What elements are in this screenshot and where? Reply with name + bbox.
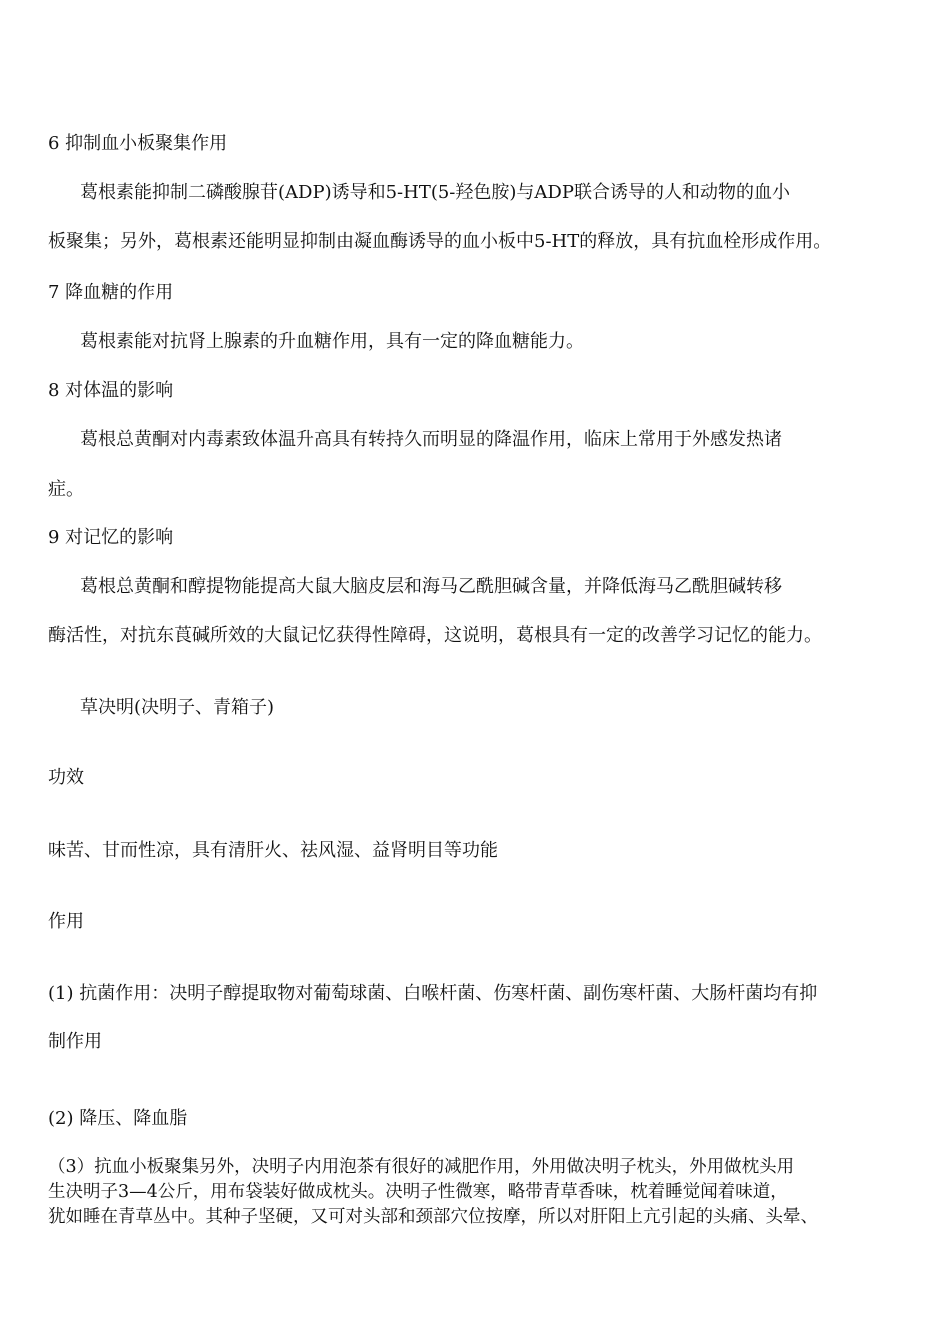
efficacy-heading: 功效 <box>48 767 84 788</box>
section-7-paragraph-line: 葛根素能对抗肾上腺素的升血糖作用，具有一定的降血糖能力。 <box>80 331 584 352</box>
section-6-heading: 6 抑制血小板聚集作用 <box>48 133 228 154</box>
action-item-3-line: 犹如睡在青草丛中。其种子坚硬，又可对头部和颈部穴位按摩，所以对肝阳上亢引起的头痛、头晕、 <box>48 1207 818 1227</box>
section-6-paragraph-line: 葛根素能抑制二磷酸腺苷(ADP)诱导和5-HT(5-羟色胺)与ADP联合诱导的人和动物的血小 <box>80 182 790 203</box>
section-9-paragraph-line: 酶活性，对抗东莨碱所效的大鼠记忆获得性障碍，这说明，葛根具有一定的改善学习记忆的能力。 <box>48 625 822 646</box>
action-item-1-line: 制作用 <box>48 1031 102 1052</box>
action-heading: 作用 <box>48 911 84 932</box>
herb-title: 草决明(决明子、青箱子) <box>80 697 275 718</box>
section-8-paragraph-line: 葛根总黄酮对内毒素致体温升高具有转持久而明显的降温作用，临床上常用于外感发热诸 <box>80 429 782 450</box>
section-9-paragraph-line: 葛根总黄酮和醇提物能提高大鼠大脑皮层和海马乙酰胆碱含量，并降低海马乙酰胆碱转移 <box>80 576 782 597</box>
efficacy-text: 味苦、甘而性凉，具有清肝火、祛风湿、益肾明目等功能 <box>48 840 498 861</box>
section-8-paragraph-line: 症。 <box>48 479 84 500</box>
section-6-paragraph-line: 板聚集；另外，葛根素还能明显抑制由凝血酶诱导的血小板中5-HT的释放，具有抗血栓形成作用。 <box>48 231 832 252</box>
section-7-heading: 7 降血糖的作用 <box>48 282 174 303</box>
section-8-heading: 8 对体温的影响 <box>48 380 174 401</box>
section-9-heading: 9 对记忆的影响 <box>48 527 174 548</box>
action-item-3-line: （3）抗血小板聚集另外，决明子内用泡茶有很好的减肥作用，外用做决明子枕头，外用做枕头用 <box>48 1157 795 1177</box>
action-item-3-line: 生决明子3—4公斤，用布袋装好做成枕头。决明子性微寒，略带青草香味，枕着睡觉闻着味道， <box>48 1182 788 1202</box>
action-item-2: (2) 降压、降血脂 <box>48 1108 188 1129</box>
action-item-1-line: (1) 抗菌作用：决明子醇提取物对葡萄球菌、白喉杆菌、伤寒杆菌、副伤寒杆菌、大肠杆菌均有抑 <box>48 983 818 1004</box>
